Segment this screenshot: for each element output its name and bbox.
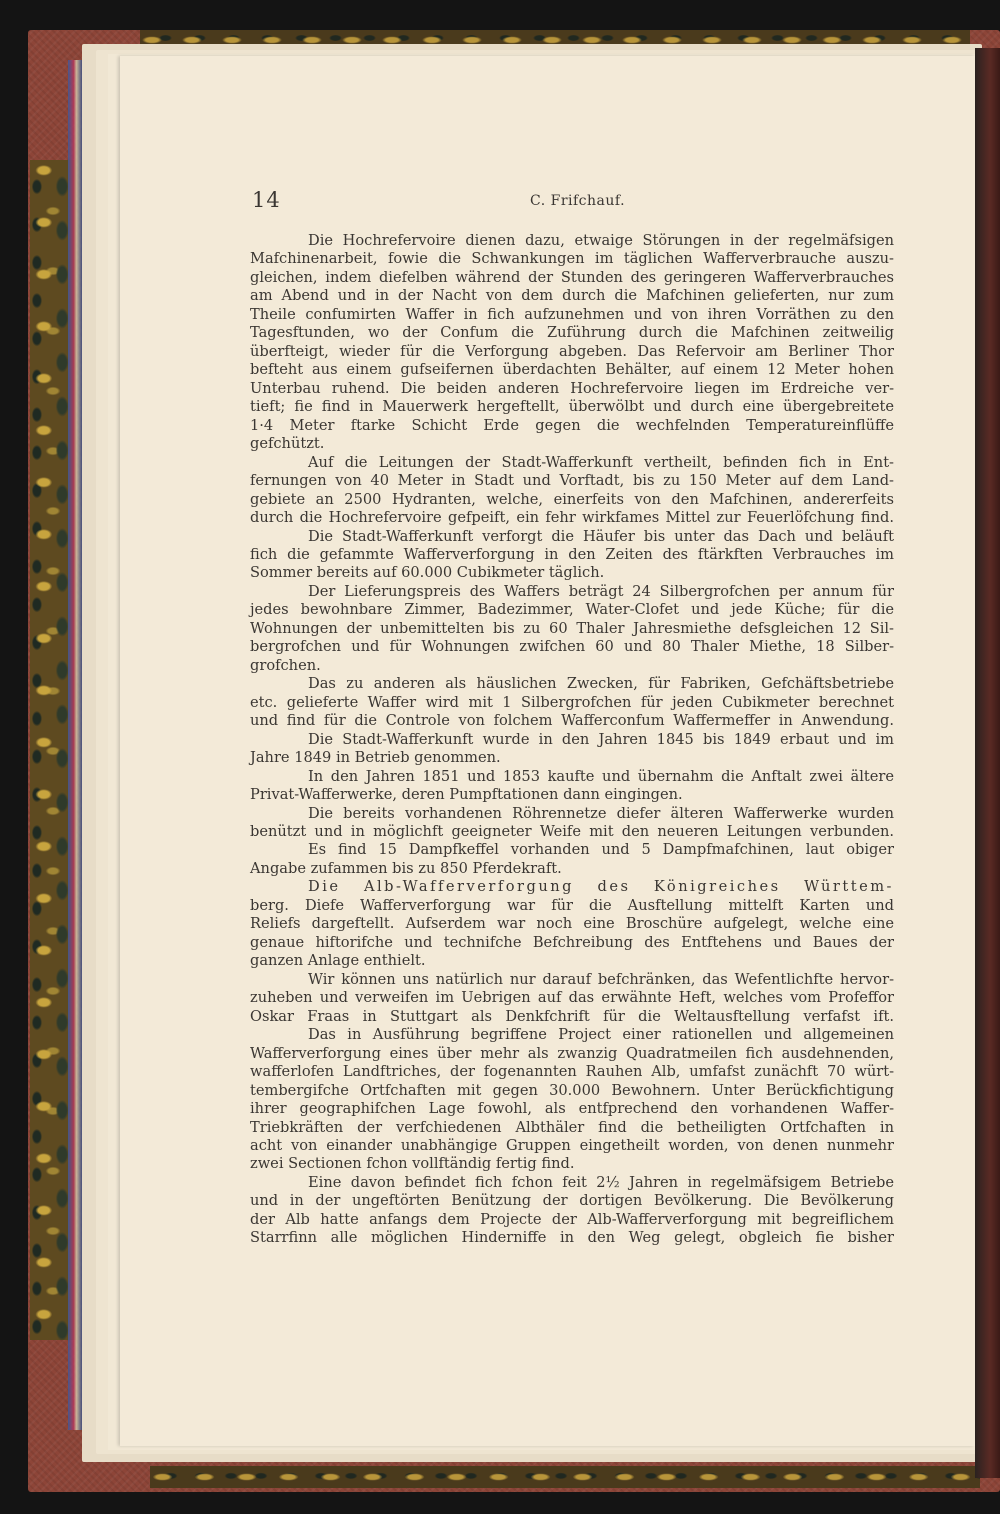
page-edge-stripe — [68, 60, 82, 1430]
text-line: Triebkräften der verfchiedenen Albthäler find die betheiligten Ortfchaften in — [250, 1118, 894, 1136]
text-line: Starrfinn alle möglichen Hinderniffe in den Weg gelegt, obgleich fie bisher — [250, 1229, 894, 1247]
text-line: Die bereits vorhandenen Röhrennetze diefer älteren Wafferwerke wurden — [308, 804, 894, 822]
text-line: Es find 15 Dampfkeffel vorhanden und 5 Dampfmafchinen, laut obiger — [308, 841, 894, 859]
text-line: genaue hiftorifche und technifche Befchreibung des Entftehens und Baues der — [250, 933, 894, 951]
text-line: Unterbau ruhend. Die beiden anderen Hochrefervoire liegen im Erdreiche ver- — [250, 379, 894, 397]
text-line: Die Alb-Wafferverforgung des Königreiches Württem- — [308, 878, 894, 896]
marbled-edge-bottom — [150, 1466, 980, 1488]
text-line: Das in Ausführung begriffene Project einer rationellen und allgemeinen — [308, 1026, 894, 1044]
text-line: fich die gefammte Wafferverforgung in den Zeiten des ftärkften Verbrauches im — [250, 545, 894, 563]
text-line: Wir können uns natürlich nur darauf befchränken, das Wefentlichfte hervor- — [308, 970, 894, 988]
text-line: Tagesftunden, wo der Confum die Zuführung durch die Mafchinen zeitweilig — [250, 324, 894, 342]
text-line: Theile confumirten Waffer in fich aufzunehmen und von ihren Vorräthen zu den — [250, 305, 894, 323]
text-line: Eine davon befindet fich fchon feit 2½ Jahren in regelmäfsigem Betriebe — [308, 1173, 894, 1191]
text-line: Mafchinenarbeit, fowie die Schwankungen im täglichen Wafferverbrauche auszu- — [250, 250, 894, 268]
text-line: Die Stadt-Wafferkunft verforgt die Häufer bis unter das Dach und beläuft — [308, 527, 894, 545]
text-line: und in der ungeftörten Benützung der dortigen Bevölkerung. Die Bevölkerung — [250, 1192, 894, 1210]
binding-edge — [975, 48, 1000, 1478]
text-line: befteht aus einem gufseifernen überdachten Behälter, auf einem 12 Meter hohen — [250, 361, 894, 379]
text-line: 1·4 Meter ftarke Schicht Erde gegen die wechfelnden Temperatureinflüffe — [250, 416, 894, 434]
text-line: bergrofchen und für Wohnungen zwifchen 60 und 80 Thaler Miethe, 18 Silber- — [250, 638, 894, 656]
page-header — [252, 188, 894, 220]
text-line: zwei Sectionen fchon vollftändig fertig find. — [250, 1155, 575, 1173]
text-line: ganzen Anlage enthielt. — [250, 952, 426, 970]
text-line: und find für die Controle von folchem Wafferconfum Waffermeffer in Anwendung. — [250, 712, 894, 730]
text-line: Privat-Wafferwerke, deren Pumpftationen dann eingingen. — [250, 786, 683, 804]
text-line: überfteigt, wieder für die Verforgung abgeben. Das Refervoir am Berliner Thor — [250, 342, 894, 360]
text-line: benützt und in möglichft geeigneter Weife mit den neueren Leitungen verbunden. — [250, 823, 894, 840]
running-head: C. Frifchauf. — [530, 193, 626, 209]
text-line: am Abend und in der Nacht von dem durch die Mafchinen gelieferten, nur zum — [250, 287, 894, 305]
text-line: Die Stadt-Wafferkunft wurde in den Jahren 1845 bis 1849 erbaut und im — [308, 730, 894, 748]
text-line: zuheben und verweifen im Uebrigen auf das erwähnte Heft, welches vom Profeffor — [250, 989, 894, 1007]
text-line: grofchen. — [250, 656, 321, 674]
text-line: Angabe zufammen bis zu 850 Pferdekraft. — [250, 859, 562, 877]
text-line: Jahre 1849 in Betrieb genommen. — [250, 749, 501, 767]
text-line: durch die Hochrefervoire gefpeift, ein fehr wirkfames Mittel zur Feuerlöfchung find. — [250, 509, 894, 527]
text-line: der Alb hatte anfangs dem Projecte der Alb-Wafferverforgung mit begreiflichem — [250, 1210, 894, 1228]
text-line: Das zu anderen als häuslichen Zwecken, für Fabriken, Gefchäftsbetriebe — [308, 675, 894, 693]
text-line: ihrer geographifchen Lage fowohl, als entfprechend den vorhandenen Waffer- — [250, 1100, 894, 1118]
text-line: Der Lieferungspreis des Waffers beträgt 24 Silbergrofchen per annum für — [308, 582, 894, 600]
text-line: Auf die Leitungen der Stadt-Wafferkunft vertheilt, befinden fich in Ent- — [308, 453, 894, 471]
body-text — [250, 232, 894, 1248]
text-line: Wafferverforgung eines über mehr als zwanzig Quadratmeilen fich ausdehnenden, — [250, 1044, 894, 1062]
text-line: acht von einander unabhängige Gruppen eingetheilt worden, von denen nunmehr — [250, 1136, 894, 1154]
text-line: fernungen von 40 Meter in Stadt und Vorftadt, bis zu 150 Meter auf dem Land- — [250, 472, 894, 490]
text-line: Reliefs dargeftellt. Aufserdem war noch eine Broschüre aufgelegt, welche eine — [250, 915, 894, 933]
text-line: gleichen, indem diefelben während der Stunden des geringeren Wafferverbrauches — [250, 268, 894, 286]
text-line: In den Jahren 1851 und 1853 kaufte und übernahm die Anftalt zwei ältere — [308, 767, 894, 785]
text-line: Wohnungen der unbemittelten bis zu 60 Thaler Jahresmiethe defsgleichen 12 Sil- — [250, 619, 894, 637]
text-line: berg. Diefe Wafferverforgung war für die Ausftellung mittelft Karten und — [250, 896, 894, 914]
text-line: gebiete an 2500 Hydranten, welche, einerfeits von den Mafchinen, andererfeits — [250, 490, 894, 508]
text-line: tieft; fie find in Mauerwerk hergeftellt, überwölbt und durch eine übergebreitete — [250, 398, 894, 416]
page-number: 14 — [252, 188, 281, 212]
text-line: wafferlofen Landftriches, der fogenannten Rauhen Alb, umfafst zunächft 70 würt- — [250, 1063, 894, 1081]
text-line: Sommer bereits auf 60.000 Cubikmeter täglich. — [250, 564, 605, 582]
text-line: etc. gelieferte Waffer wird mit 1 Silbergrofchen für jeden Cubikmeter berechnet — [250, 693, 894, 711]
text-line: gefchützt. — [250, 435, 325, 453]
text-line: tembergifche Ortfchaften mit gegen 30.000 Bewohnern. Unter Berückfichtigung — [250, 1081, 894, 1099]
text-line: Oskar Fraas in Stuttgart als Denkfchrift für die Weltausftellung verfafst ift. — [250, 1007, 894, 1025]
text-line: jedes bewohnbare Zimmer, Badezimmer, Water-Clofet und jede Küche; für die — [250, 601, 894, 619]
text-line: Die Hochrefervoire dienen dazu, etwaige Störungen in der regelmäfsigen — [308, 232, 894, 249]
